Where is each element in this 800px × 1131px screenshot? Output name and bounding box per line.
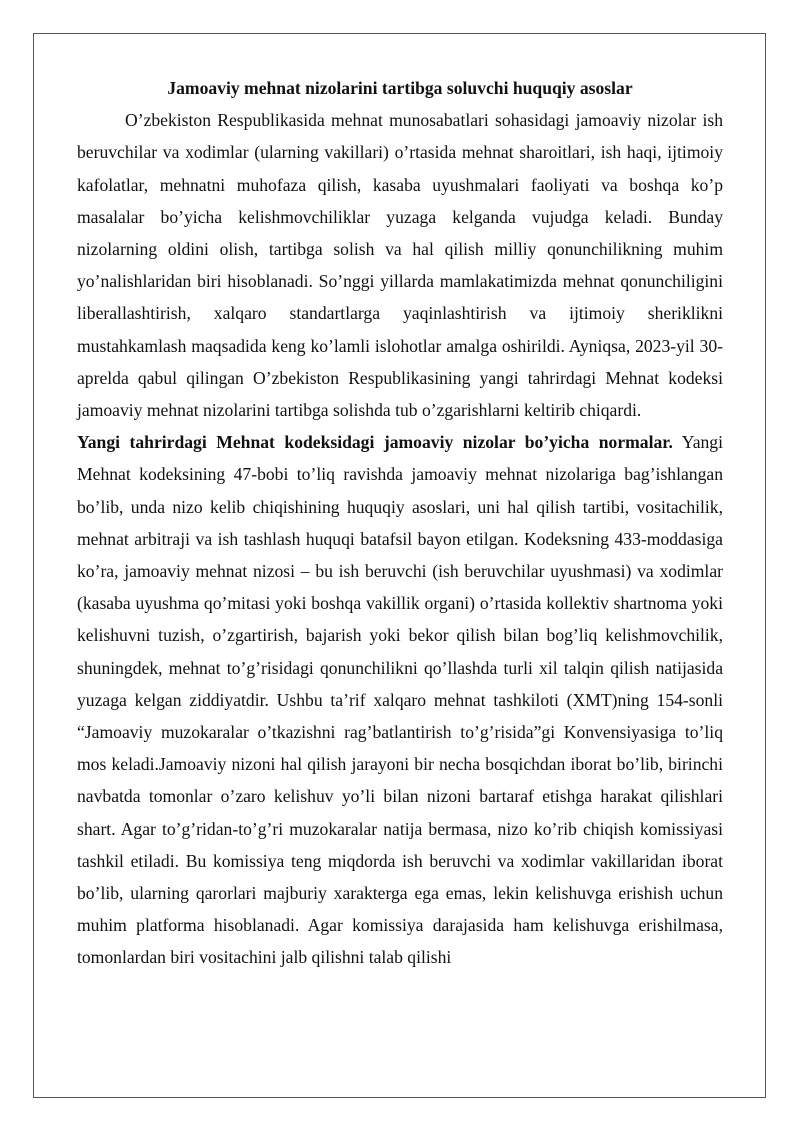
document-body (77, 72, 723, 974)
section-paragraph (77, 426, 723, 973)
section-body-text: Yangi Mehnat kodeksining 47-bobi to’liq ravishda jamoaviy mehnat nizolariga bag’ishlangan bo’lib, unda nizo kelib chiqishining huquqiy asoslari, uni hal qilish tartibi, vositachilik, mehnat arbitraji va ish tashlash huquqi batafsil bayon etilgan. Kodeksning 433-moddasiga ko’ra, jamoaviy mehnat nizosi – bu ish beruvchi (ish beruvchilar uyushmasi) va xodimlar (kasaba uyushma qo’mitasi yoki boshqa vakillik organi) o’rtasida kollektiv shartnoma yoki kelishuvni tuzish, o’zgartirish, bajarish yoki bekor qilish bilan bog’liq kelishmovchilik, shuningdek, mehnat to’g’risidagi qonunchilikni qo’llashda turli xil talqin qilish natijasida yuzaga kelgan ziddiyatdir. Ushbu ta’rif xalqaro mehnat tashkiloti (XMT)ning 154-sonli “Jamoaviy muzokaralar o’tkazishni rag’batlantirish to’g’risida”gi Konvensiyasiga to’liq mos keladi.Jamoaviy nizoni hal qilish jarayoni bir necha bosqichdan iborat bo’lib, birinchi navbatda tomonlar o’zaro kelishuv yo’li bilan nizoni bartaraf etishga harakat qilishlari shart. Agar to’g’ridan-to’g’ri muzokaralar natija bermasa, nizo ko’rib chiqish komissiyasi tashkil etiladi. Bu komissiya teng miqdorda ish beruvchi va xodimlar vakillaridan iborat bo’lib, ularning qarorlari majburiy xarakterga ega emas, lekin kelishuvga erishish uchun muhim platforma hisoblanadi. Agar komissiya darajasida ham kelishuvga erishilmasa, tomonlardan biri vositachini jalb qilishni talab qilishi (77, 432, 723, 968)
document-title: Jamoaviy mehnat nizolarini tartibga soluvchi huquqiy asoslar (167, 78, 633, 98)
section-heading: Yangi tahrirdagi Mehnat kodeksidagi jamoaviy nizolar bo’yicha normalar. (77, 432, 673, 453)
intro-paragraph: O’zbekiston Respublikasida mehnat munosabatlari sohasidagi jamoaviy nizolar ish beruvchilar va xodimlar (ularning vakillari) o’rtasida mehnat sharoitlari, ish haqi, ijtimoiy kafolatlar, mehnatni muhofaza qilish, kasaba uyushmalari faoliyati va boshqa ko’p masalalar bo’yicha kelishmovchiliklar yuzaga kelganda vujudga keladi. Bunday nizolarning oldini olish, tartibga solish va hal qilish milliy qonunchilikning muhim yo’nalishlaridan biri hisoblanadi. So’nggi yillarda mamlakatimizda mehnat qonunchiligini liberallashtirish, xalqaro standartlarga yaqinlashtirish va ijtimoiy sheriklikni mustahkamlash maqsadida keng ko’lamli islohotlar amalga oshirildi. Ayniqsa, 2023-yil 30-aprelda qabul qilingan O’zbekiston Respublikasining yangi tahrirdagi Mehnat kodeksi jamoaviy mehnat nizolarini tartibga solishda tub o’zgarishlarni keltirib chiqardi. (77, 110, 723, 421)
